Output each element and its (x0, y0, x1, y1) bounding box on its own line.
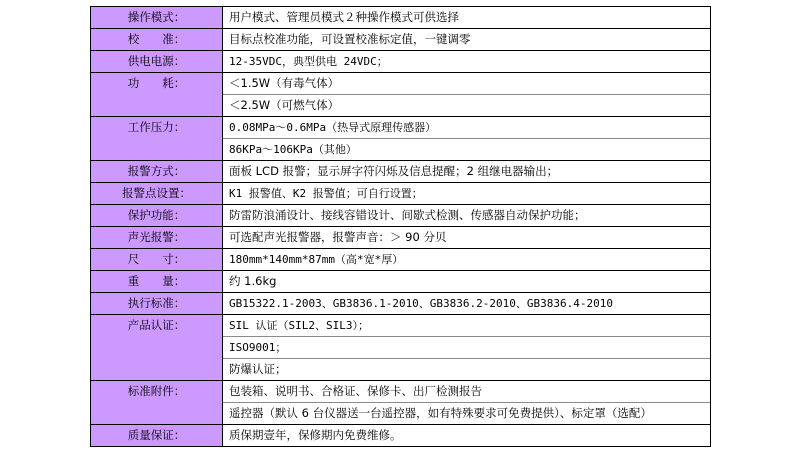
spec-value-line: ＜2.5W（可燃气体） (223, 94, 710, 116)
spec-row (91, 293, 711, 315)
spec-value-line: 约 1.6kg (229, 274, 277, 288)
spec-row (91, 73, 711, 117)
spec-value-line: ISO9001； (223, 336, 710, 358)
spec-value-line: 0.08MPa～0.6MPa（热导式原理传感器） (229, 121, 437, 134)
spec-value-line: K1 报警值、K2 报警值；可自行设置； (229, 187, 423, 200)
spec-label-cell (91, 161, 223, 183)
spec-label-cell (91, 271, 223, 293)
spec-value-line: 可选配声光报警器，报警声音：＞ 90 分贝 (229, 230, 447, 244)
spec-label-cell (91, 205, 223, 227)
spec-value-line: 质保期壹年，保修期内免费维修。 (229, 428, 402, 442)
spec-row (91, 29, 711, 51)
spec-label: 尺 寸： (127, 252, 186, 266)
spec-value-cell (223, 249, 711, 271)
spec-label: 操作模式： (127, 10, 186, 24)
spec-value-cell (223, 29, 711, 51)
spec-label: 保护功能： (127, 208, 186, 222)
spec-label-cell (91, 29, 223, 51)
spec-row (91, 161, 711, 183)
spec-label: 重 量： (127, 274, 186, 288)
spec-label-cell (91, 73, 223, 117)
spec-label-cell (91, 183, 223, 205)
spec-value-line: 防爆认证； (223, 358, 710, 380)
spec-value-line: 目标点校准功能，可设置校准标定值，一键调零 (229, 32, 471, 46)
spec-table-body (91, 7, 711, 447)
spec-value-cell (223, 293, 711, 315)
spec-label-cell (91, 315, 223, 381)
spec-value-cell (223, 161, 711, 183)
spec-label: 执行标准： (127, 296, 186, 310)
spec-value-cell (223, 51, 711, 73)
spec-value-line: 用户模式、管理员模式２种操作模式可供选择 (229, 10, 459, 24)
spec-value-line: 180mm*140mm*87mm（高*宽*厚） (229, 253, 404, 266)
spec-label-cell (91, 7, 223, 29)
spec-label: 标准附件： (127, 384, 186, 398)
spec-row (91, 227, 711, 249)
spec-label: 声光报警： (127, 230, 186, 244)
spec-label: 质量保证： (127, 428, 186, 442)
spec-table (90, 6, 711, 447)
spec-value-line: 遥控器（默认 6 台仪器送一台遥控器，如有特殊要求可免费提供）、标定罩（选配） (223, 402, 710, 424)
spec-label-cell (91, 51, 223, 73)
spec-value-cell (223, 7, 711, 29)
spec-value-line: SIL 认证（SIL2、SIL3）； (229, 319, 369, 332)
spec-value-cell (223, 205, 711, 227)
spec-row (91, 315, 711, 381)
spec-label: 报警方式： (127, 164, 186, 178)
spec-value-cell (223, 183, 711, 205)
spec-row (91, 7, 711, 29)
spec-row (91, 205, 711, 227)
spec-label-cell (91, 293, 223, 315)
spec-value-line: 防雷防浪涌设计、接线容错设计、间歇式检测、传感器自动保护功能； (229, 208, 586, 222)
spec-row (91, 271, 711, 293)
spec-label-cell (91, 249, 223, 271)
spec-row (91, 249, 711, 271)
spec-row (91, 183, 711, 205)
spec-label: 报警点设置： (122, 186, 191, 200)
spec-value-line: GB15322.1-2003、GB3836.1-2010、GB3836.2-2010、GB3836.4-2010 (229, 297, 613, 310)
spec-label-cell (91, 227, 223, 249)
spec-label: 工作压力： (127, 120, 186, 134)
spec-value-cell (223, 271, 711, 293)
spec-value-line: 12-35VDC，典型供电 24VDC； (229, 55, 388, 68)
spec-value-cell (223, 73, 711, 117)
spec-label: 校 准： (127, 32, 186, 46)
spec-row (91, 381, 711, 425)
spec-value-line: 86KPa～106KPa（其他） (223, 138, 710, 160)
spec-row (91, 117, 711, 161)
spec-label: 功 耗： (127, 76, 186, 90)
spec-row (91, 425, 711, 447)
spec-value-line: 包装箱、说明书、合格证、保修卡、出厂检测报告 (229, 384, 482, 398)
spec-value-line: ＜1.5W（有毒气体） (229, 76, 340, 90)
spec-value-cell (223, 315, 711, 381)
spec-value-line: 面板 LCD 报警；显示屏字符闪烁及信息提醒；2 组继电器输出； (229, 164, 559, 178)
spec-label-cell (91, 381, 223, 425)
spec-value-cell (223, 227, 711, 249)
spec-label: 供电电源： (127, 54, 186, 68)
spec-row (91, 51, 711, 73)
spec-value-cell (223, 117, 711, 161)
spec-label-cell (91, 425, 223, 447)
spec-value-cell (223, 381, 711, 425)
spec-label: 产品认证： (127, 318, 186, 332)
spec-value-cell (223, 425, 711, 447)
spec-label-cell (91, 117, 223, 161)
